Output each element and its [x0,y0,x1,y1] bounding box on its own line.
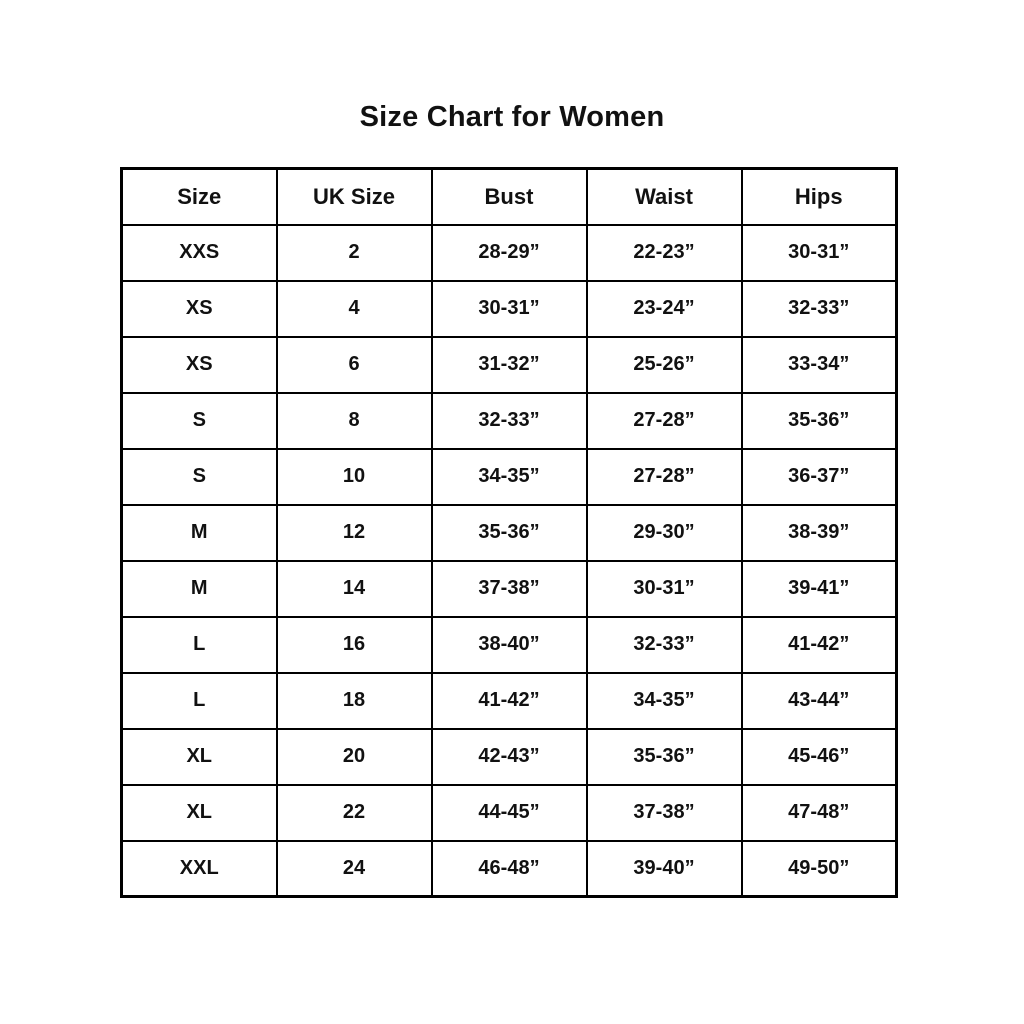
column-header: Waist [587,169,742,225]
header-row [122,169,897,225]
table-cell: 14 [277,561,432,617]
column-header: Bust [432,169,587,225]
table-row [122,449,897,505]
table-cell: 36-37” [742,449,897,505]
table-cell: 30-31” [742,225,897,281]
table-cell: 8 [277,393,432,449]
table-cell: 34-35” [587,673,742,729]
table-row [122,505,897,561]
table-row [122,337,897,393]
table-cell: 39-41” [742,561,897,617]
table-cell: 44-45” [432,785,587,841]
table-cell: L [122,617,277,673]
table-cell: S [122,449,277,505]
table-cell: 35-36” [432,505,587,561]
size-chart-table [120,167,898,898]
table-cell: XXL [122,841,277,897]
table-cell: 35-36” [587,729,742,785]
table-cell: 38-39” [742,505,897,561]
table-cell: 47-48” [742,785,897,841]
table-cell: 41-42” [432,673,587,729]
table-cell: 27-28” [587,449,742,505]
table-cell: 37-38” [587,785,742,841]
table-cell: XS [122,337,277,393]
table-cell: L [122,673,277,729]
table-cell: 33-34” [742,337,897,393]
table-cell: 38-40” [432,617,587,673]
table-cell: 41-42” [742,617,897,673]
table-cell: S [122,393,277,449]
table-row [122,785,897,841]
table-cell: XS [122,281,277,337]
table-cell: 18 [277,673,432,729]
table-cell: 31-32” [432,337,587,393]
table-cell: 32-33” [432,393,587,449]
table-cell: 2 [277,225,432,281]
table-row [122,281,897,337]
table-cell: 30-31” [432,281,587,337]
table-header [122,169,897,225]
table-body [122,225,897,897]
table-cell: 43-44” [742,673,897,729]
table-cell: 4 [277,281,432,337]
column-header: Hips [742,169,897,225]
table-cell: 34-35” [432,449,587,505]
table-row [122,729,897,785]
table-row [122,393,897,449]
table-cell: 12 [277,505,432,561]
table-cell: 39-40” [587,841,742,897]
table-row [122,673,897,729]
column-header: Size [122,169,277,225]
table-cell: 45-46” [742,729,897,785]
table-cell: 28-29” [432,225,587,281]
table-cell: M [122,505,277,561]
table-cell: 24 [277,841,432,897]
table-cell: 22 [277,785,432,841]
table-cell: 29-30” [587,505,742,561]
table-cell: XXS [122,225,277,281]
table-cell: 23-24” [587,281,742,337]
table-cell: XL [122,729,277,785]
table-cell: 27-28” [587,393,742,449]
table-cell: M [122,561,277,617]
column-header: UK Size [277,169,432,225]
table-cell: 35-36” [742,393,897,449]
table-cell: 22-23” [587,225,742,281]
table-cell: 20 [277,729,432,785]
table-cell: 46-48” [432,841,587,897]
table-cell: 30-31” [587,561,742,617]
table-row [122,225,897,281]
table-cell: 16 [277,617,432,673]
page-title: Size Chart for Women [359,101,665,133]
table-cell: 42-43” [432,729,587,785]
table-cell: 32-33” [587,617,742,673]
table-cell: 6 [277,337,432,393]
table-cell: 49-50” [742,841,897,897]
table-cell: 10 [277,449,432,505]
table-row [122,617,897,673]
table-cell: 32-33” [742,281,897,337]
table-cell: XL [122,785,277,841]
table-cell: 37-38” [432,561,587,617]
table-row [122,841,897,897]
table-row [122,561,897,617]
table-cell: 25-26” [587,337,742,393]
